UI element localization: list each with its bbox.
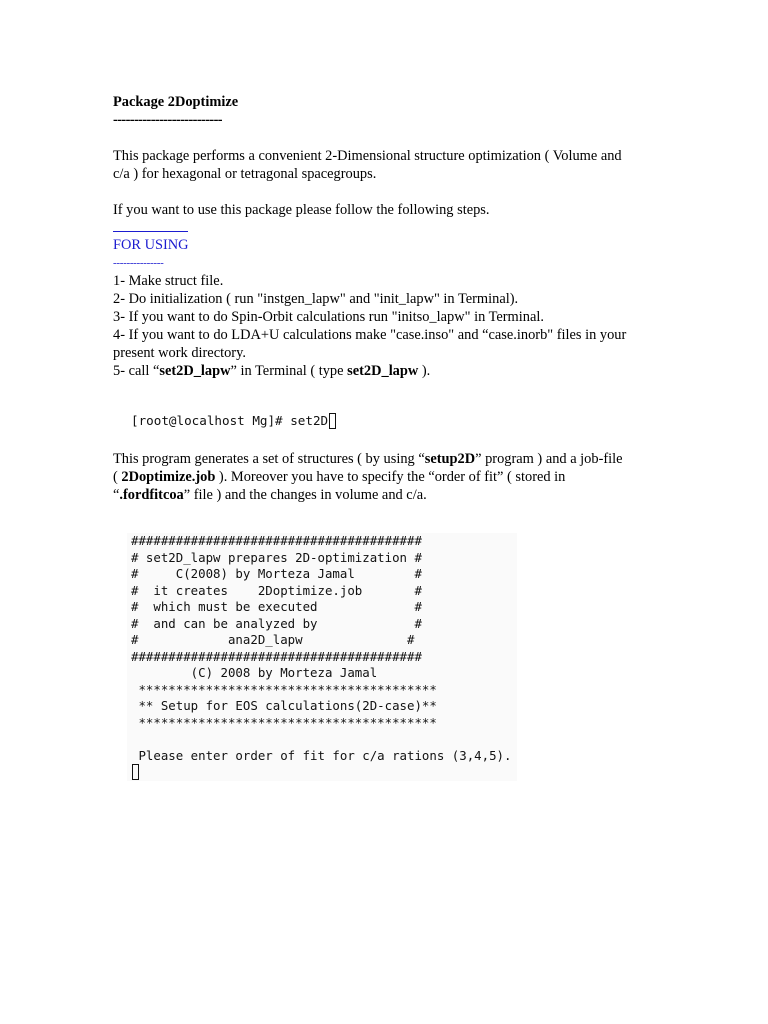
step-3: 3- If you want to do Spin-Orbit calculations run "initso_lapw" in Terminal.	[113, 309, 544, 325]
terminal-cursor	[329, 413, 336, 429]
terminal-output-screenshot	[127, 533, 517, 781]
terminal-line: ** Setup for EOS calculations(2D-case)**	[131, 698, 437, 713]
jobfile-term: 2Doptimize.job	[121, 469, 216, 485]
para2-l3-pre: “	[113, 487, 120, 503]
intro-line-1: This package performs a convenient 2-Dimensional structure optimization ( Volume and	[113, 148, 622, 164]
terminal-line: #######################################	[131, 648, 422, 664]
para2-l2-post: ). Moreover you have to specify the “order of fit” ( stored in	[215, 469, 566, 485]
fordfitcoa-term: .fordfitcoa	[119, 487, 184, 503]
section-top-rule	[113, 231, 188, 232]
terminal-line: ****************************************	[131, 681, 437, 697]
terminal-prompt-line	[131, 412, 336, 430]
para2-line-3	[113, 486, 427, 504]
terminal-prompt: [root@localhost Mg]# set2D	[131, 413, 329, 428]
step-1: 1- Make struct file.	[113, 273, 224, 289]
terminal-line: # it creates 2Doptimize.job #	[131, 582, 422, 598]
title-underline: --------------------------	[113, 112, 222, 128]
step-5-middle: ” in Terminal ( type	[230, 363, 348, 379]
page-title: Package 2Doptimize	[113, 94, 239, 110]
intro-line-2: c/a ) for hexagonal or tetragonal spacegroups.	[113, 166, 377, 182]
para2-l2-pre: (	[113, 469, 122, 485]
terminal-line: #######################################	[131, 533, 422, 548]
step-5-command: set2D_lapw	[159, 363, 231, 379]
step-5-suffix: ).	[418, 363, 431, 379]
para2-line-1	[113, 450, 623, 468]
terminal-line: # set2D_lapw prepares 2D-optimization #	[131, 549, 422, 565]
para2-l1-pre: This program generates a set of structures ( by using “	[113, 451, 425, 467]
terminal-line: # which must be executed #	[131, 599, 422, 614]
para2-l3-post: ” file ) and the changes in volume and c/a.	[183, 487, 427, 503]
terminal-line: ****************************************	[131, 714, 437, 730]
terminal-line: Please enter order of fit for c/a rations (3,4,5).	[131, 747, 512, 763]
step-2: 2- Do initialization ( run "instgen_lapw" and "init_lapw" in Terminal).	[113, 291, 519, 307]
step-5	[113, 362, 430, 380]
section-heading: FOR USING	[113, 237, 189, 253]
terminal-line: # and can be analyzed by #	[131, 615, 422, 631]
terminal-line: # ana2D_lapw #	[131, 632, 415, 647]
cursor-block-icon	[132, 764, 139, 780]
para2-l1-post: ” program ) and a job-file	[475, 451, 623, 467]
step-4-line-2: present work directory.	[113, 345, 246, 361]
section-underline: ---------------	[113, 257, 164, 269]
step-5-prefix: 5- call “	[113, 363, 160, 379]
setup2d-term: setup2D	[424, 451, 476, 467]
terminal-line: # C(2008) by Morteza Jamal #	[131, 566, 422, 581]
terminal-line: (C) 2008 by Morteza Jamal	[131, 665, 378, 680]
terminal-output-cursor	[131, 764, 139, 780]
para2-line-2	[113, 468, 565, 486]
step-5-command-2: set2D_lapw	[347, 363, 419, 379]
follow-steps-line: If you want to use this package please follow the following steps.	[113, 202, 490, 218]
step-4-line-1: 4- If you want to do LDA+U calculations make "case.inso" and “case.inorb" files in your	[113, 327, 627, 343]
